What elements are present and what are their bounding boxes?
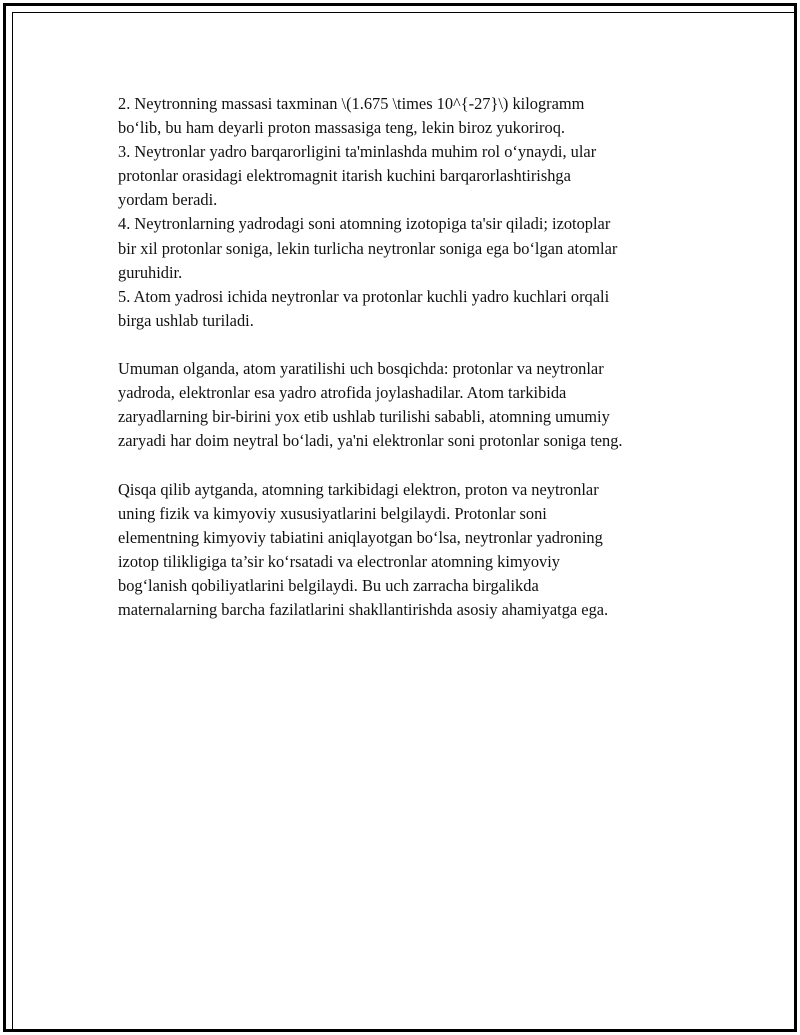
text-line: 3. Neytronlar yadro barqarorligini ta'minlashda muhim rol o‘ynaydi, ular (118, 142, 597, 162)
text-line: zaryadi har doim neytral bo‘ladi, ya'ni elektronlar soni protonlar soniga teng. (118, 431, 623, 451)
text-line: elementning kimyoviy tabiatini aniqlayotgan bo‘lsa, neytronlar yadroning (118, 527, 603, 547)
text-line: yordam beradi. (118, 190, 218, 210)
text-line: guruhidir. (118, 262, 183, 282)
text-line: uning fizik va kimyoviy xususiyatlarini belgilaydi. Protonlar soni (118, 503, 547, 523)
list-item-2 (118, 92, 698, 140)
text-line: 2. Neytronning massasi taxminan \(1.675 \times 10^{-27}\) kilogramm (118, 94, 585, 113)
text-line: 5. Atom yadrosi ichida neytronlar va protonlar kuchli yadro kuchlari orqali (118, 286, 610, 306)
text-line: bog‘lanish qobiliyatlarini belgilaydi. Bu uch zarracha birgalikda (118, 575, 539, 595)
text-line: protonlar orasidagi elektromagnit itarish kuchini barqarorlashtirishga (118, 166, 571, 186)
list-item-4 (118, 212, 698, 284)
summary-paragraph (118, 357, 698, 453)
list-item-5 (118, 285, 698, 333)
text-line: yadroda, elektronlar esa yadro atrofida joylashadilar. Atom tarkibida (118, 383, 567, 403)
text-line: Qisqa qilib aytganda, atomning tarkibidagi elektron, proton va neytronlar (118, 479, 599, 499)
text-line: birga ushlab turiladi. (118, 310, 254, 330)
text-line: zaryadlarning bir-birini yox etib ushlab turilishi sababli, atomning umumiy (118, 407, 610, 427)
paragraph-spacer (118, 453, 698, 477)
text-line: maternalarning barcha fazilatlarini shakllantirishda asosiy ahamiyatga ega. (118, 599, 609, 619)
text-line: 4. Neytronlarning yadrodagi soni atomning izotopiga ta'sir qiladi; izotoplar (118, 214, 611, 234)
text-line: bir xil protonlar soniga, lekin turlicha neytronlar soniga ega bo‘lgan atomlar (118, 238, 618, 258)
paragraph-spacer (118, 333, 698, 357)
text-line: izotop tilikligiga ta’sir ko‘rsatadi va electronlar atomning kimyoviy (118, 551, 560, 571)
document-body (118, 92, 698, 622)
text-line: bo‘lib, bu ham deyarli proton massasiga teng, lekin biroz yukoriroq. (118, 118, 566, 138)
conclusion-paragraph (118, 478, 698, 623)
text-line: Umuman olganda, atom yaratilishi uch bosqichda: protonlar va neytronlar (118, 359, 604, 379)
list-item-3 (118, 140, 698, 212)
